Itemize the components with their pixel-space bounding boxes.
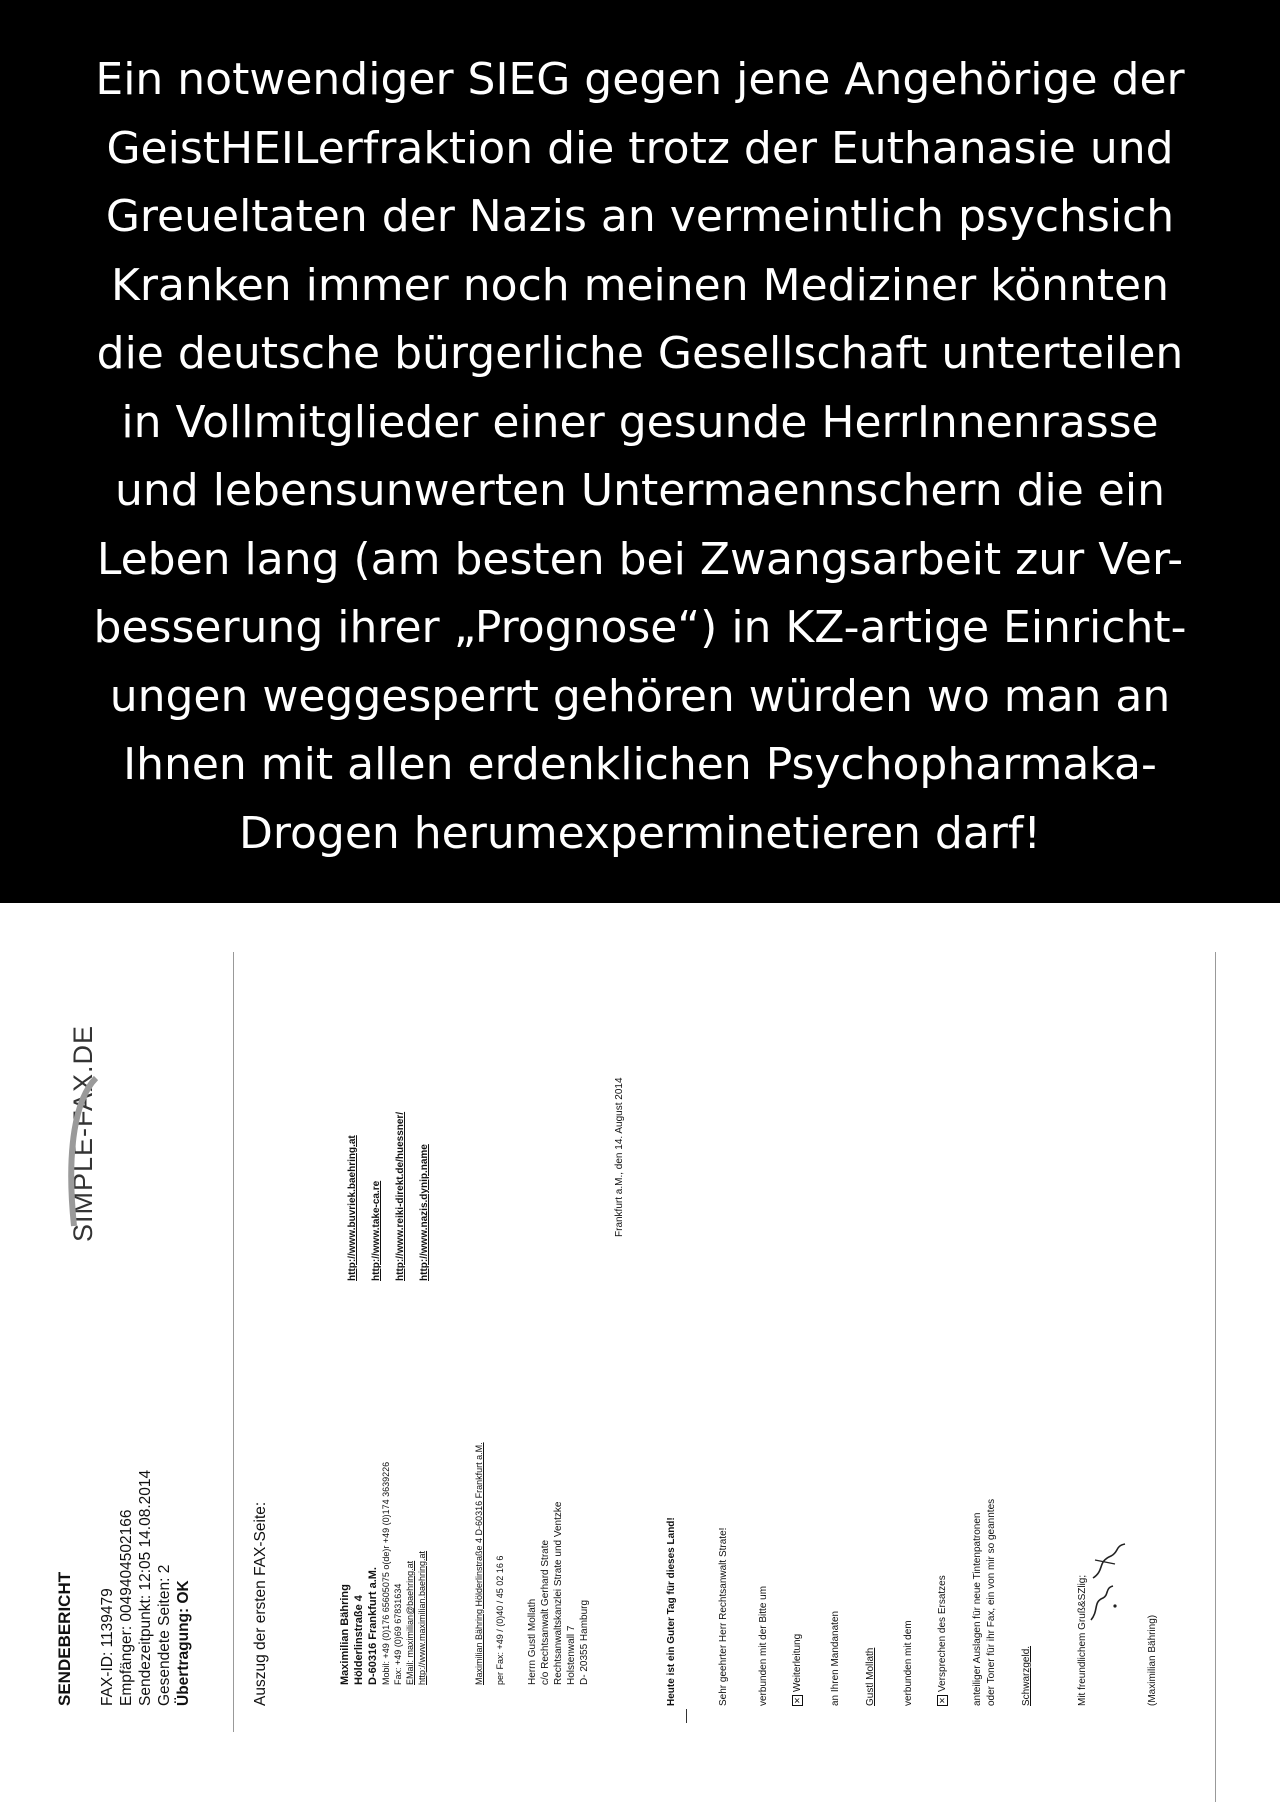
banner-line: Drogen herumexperminetieren darf! (238, 807, 1041, 859)
banner-line: die deutsche bürgerliche Gesellschaft unterteilen (96, 328, 1184, 379)
logo-text: SIMPLE-FAX.DE (68, 1024, 98, 1242)
letter-body-line: verbunden mit dem (903, 1620, 914, 1706)
letter-body-line: oder Toner für ihr Fax, ein von mir so geanntes (986, 1498, 997, 1706)
letter-body-line: anteiliger Auslagen für neue Tintenpatronen (972, 1512, 983, 1706)
addressee-line: Herrn Gustl Mollath (527, 1598, 538, 1685)
transmission-status: Übertragung: OK (175, 1580, 192, 1706)
letter-body-line: verbunden mit der Bitte um (758, 1585, 769, 1706)
report-title: SENDEBERICHT (55, 1571, 74, 1706)
signature-name: (Maximilian Bähring) (1147, 1614, 1158, 1706)
link-nazis[interactable]: http://www.nazis.dynip.name (419, 1144, 430, 1281)
banner-line: und lebensunwerten Untermaennschern die ein (115, 465, 1165, 516)
simple-fax-logo (38, 958, 98, 1243)
link-take-care[interactable]: http://www.take-ca.re (371, 1180, 382, 1281)
banner-line: besserung ihrer „Prognose“) in KZ-artige Einricht- (93, 602, 1187, 653)
sender-fax: Fax: +49 (0)69 67831634 (393, 1583, 403, 1685)
banner-line: Leben lang (am besten bei Zwangsarbeit zur Ver- (96, 533, 1184, 585)
letter-body-line: an Ihren Mandanaten (830, 1610, 841, 1706)
sender-street: Hölderlinstraße 4 (353, 1595, 365, 1685)
banner-line: in Vollmitglieder einer gesunde HerrInnenrasse (121, 396, 1159, 448)
checkbox-checked-icon: ✕ (937, 1695, 948, 1706)
addressee-line: c/o Rechtsanwalt Gerhard Strate (540, 1539, 551, 1685)
item-forwarding: Weiterleitung (792, 1633, 803, 1692)
banner-line: ungen weggesperrt gehören würden wo man an (109, 670, 1171, 722)
salutation: Sehr geehrter Herr Rechtsanwalt Strate! (718, 1527, 729, 1706)
letter-date: Frankfurt a.M., den 14. August 2014 (614, 1077, 625, 1237)
sender-name: Maximilian Bähring (339, 1584, 351, 1685)
divider (686, 1709, 687, 1723)
link-reiki[interactable]: http://www.reiki-direkt.de/huessner/ (395, 1111, 406, 1281)
divider (1215, 952, 1216, 1802)
return-address-line: Maximilian Bähring Hölderlinstraße 4 D-60316 Frankfurt a.M. (474, 1442, 484, 1685)
pages-sent: Gesendete Seiten: 2 (156, 1564, 173, 1706)
closing: Mit freundlichem Gruß&SZlig; (1077, 1574, 1088, 1706)
banner-line: GeistHEILerfraktion die trotz der Euthanasie und (106, 122, 1174, 174)
item-replacement-promise: Versprechen des Ersatzes (937, 1575, 948, 1692)
person-name: Gustl Mollath (865, 1647, 876, 1706)
addressee-line: D- 20355 Hamburg (579, 1599, 590, 1685)
sender-website[interactable]: http://www.maximilian.baehring.at (417, 1550, 427, 1685)
fax-id: FAX-ID: 1139479 (99, 1588, 116, 1706)
letter-item (937, 1575, 949, 1706)
per-fax-line: per Fax: +49 / (0)40 / 45 02 16 6 (495, 1555, 505, 1685)
letter-item (792, 1634, 804, 1706)
sender-email[interactable]: EMail: maximilian@baehring.at (405, 1560, 415, 1685)
send-time: Sendezeitpunkt: 12:05 14.08.2014 (137, 1469, 154, 1706)
letter-headline: Heute ist ein Guter Tag für dieses Land! (666, 1517, 677, 1706)
addressee-line: Holstenwall 7 (566, 1625, 577, 1685)
banner-line: Kranken immer noch meinen Mediziner könnten (111, 259, 1169, 311)
excerpt-label: Auszug der ersten FAX-Seite: (252, 1501, 269, 1706)
banner-line: Ihnen mit allen erdenklichen Psychopharmaka- (123, 739, 1157, 790)
addressee-line: Rechtsanwaltskanzlei Strate und Ventzke (553, 1501, 564, 1685)
sender-city: D-60316 Frankfurt a.M. (367, 1567, 379, 1685)
banner-line: Ein notwendiger SIEG gegen jene Angehörige der (95, 54, 1185, 105)
sender-mobile: Mobil: +49 (0)176 65605075 o(de)r +49 (0)174 3639226 (381, 1461, 391, 1685)
recipient: Empfänger: 004940450216​6 (118, 1509, 135, 1706)
schwarzgeld-label: Schwarzgeld. (1021, 1645, 1032, 1706)
divider (233, 952, 234, 1732)
link-buvriek[interactable]: http://www.buvriek.baehring.at (347, 1135, 358, 1281)
banner-line: Greueltaten der Nazis an vermeintlich psychsich (105, 191, 1175, 242)
banner (0, 0, 1280, 903)
checkbox-checked-icon: ✕ (792, 1695, 803, 1706)
handwritten-signature (1085, 1540, 1147, 1625)
